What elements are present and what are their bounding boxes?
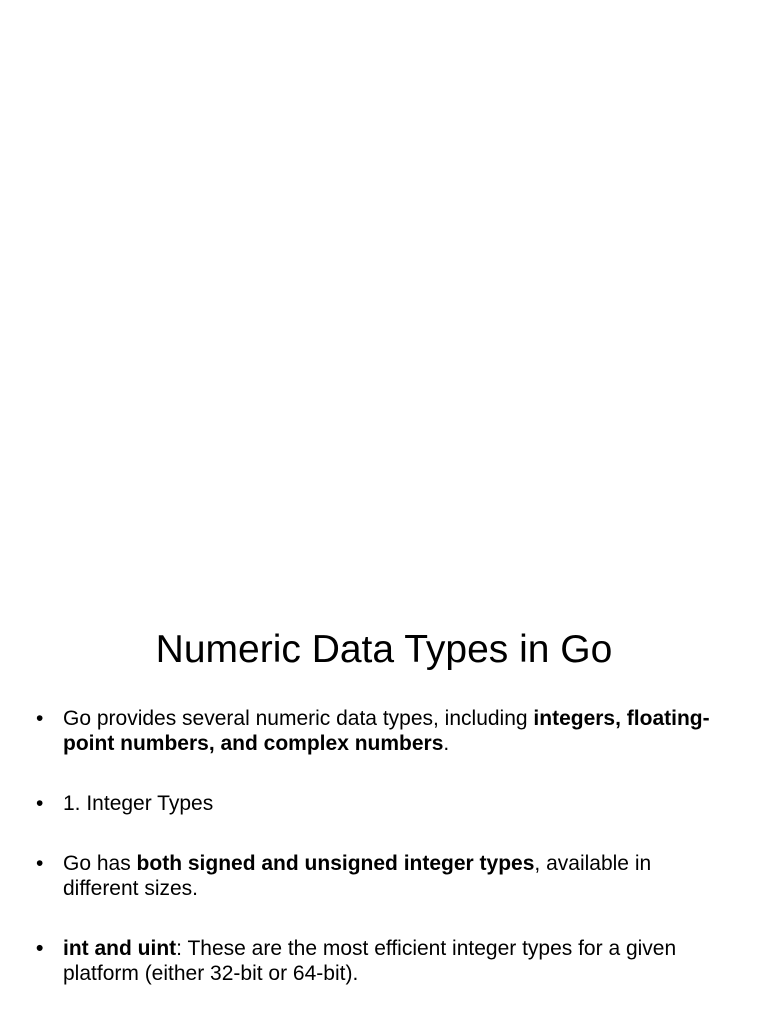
bullet-bold-text: int and uint [63,937,177,960]
bullet-text: 1. Integer Types [63,792,214,815]
bullet-int-uint [36,936,726,986]
bullet-text: Go has [63,852,137,875]
bullet-text: : These are the most efficient integer types for a given platform (either 32-bit or 64-bit). [63,937,677,985]
bullet-numeric-types [36,706,726,756]
bullet-bold-text: both signed and unsigned integer types [136,852,535,875]
slide-title: Numeric Data Types in Go [155,628,613,671]
bullet-text: . [443,732,450,755]
bullet-bold-text: integers, floating-point numbers, and complex numbers [63,707,710,755]
bullet-list [36,706,726,986]
bullet-integer-types [36,791,726,816]
bullet-text: Go provides several numeric data types, including [63,707,534,730]
bullet-text: , available in different sizes. [63,852,652,900]
bullet-signed-unsigned [36,851,726,901]
